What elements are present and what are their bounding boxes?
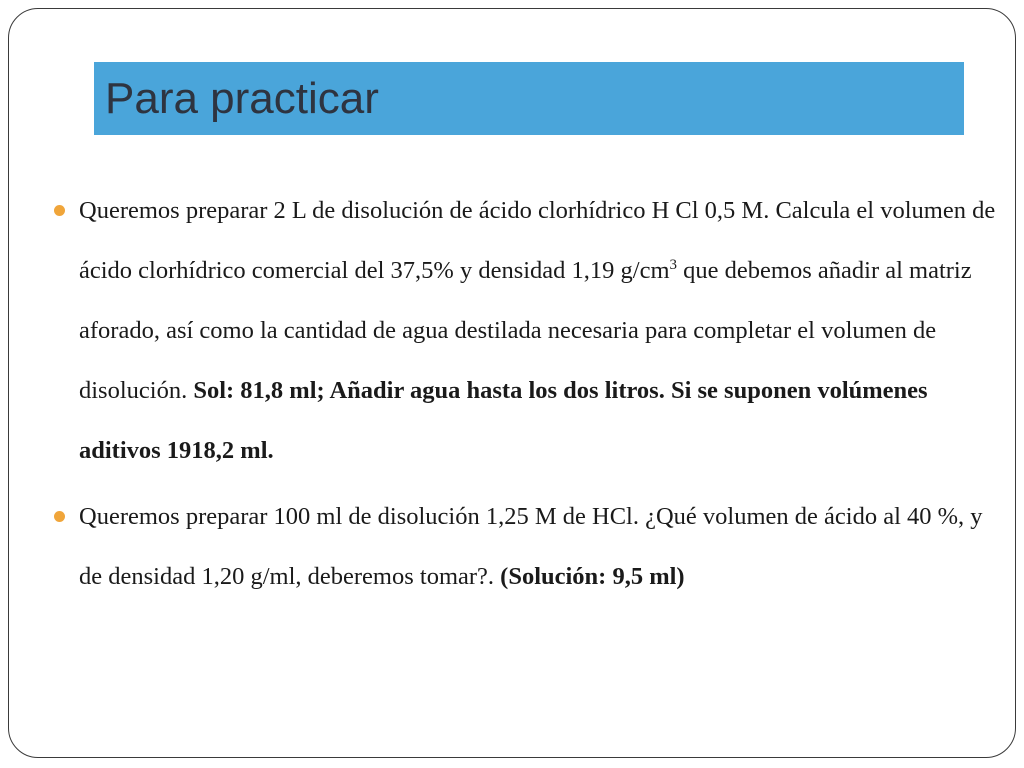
bullet-2-text: Queremos preparar 100 ml de disolución 1,25 M de HCl. ¿Qué volumen de ácido al 40 %, y de densidad 1,20 g/ml, deberemos tomar?. — [79, 503, 983, 590]
bullet-dot-icon — [54, 511, 65, 522]
slide-title: Para practicar — [105, 74, 379, 123]
bullet-2-solution: (Solución: 9,5 ml) — [500, 563, 685, 590]
title-bar — [94, 62, 964, 135]
bullet-1-superscript: 3 — [669, 257, 678, 273]
bullet-1-solution: Sol: 81,8 ml; Añadir agua hasta los dos litros. Si se suponen volúmenes aditivos 1918,2 ml. — [79, 377, 928, 464]
bullet-list — [54, 181, 1009, 613]
bullet-item-1 — [54, 181, 1009, 481]
slide-frame — [8, 8, 1016, 758]
bullet-item-2 — [54, 487, 1009, 607]
bullet-dot-icon — [54, 205, 65, 216]
bullet-1-text-cont: que debemos añadir al matriz aforado, así como la cantidad de agua destilada necesaria para completar el volumen de disolución. — [79, 257, 972, 404]
bullet-1-text: Queremos preparar 2 L de disolución de ácido clorhídrico H Cl 0,5 M. Calcula el volumen de ácido clorhídrico comercial del 37,5% y densidad 1,19 g/cm — [79, 197, 996, 284]
